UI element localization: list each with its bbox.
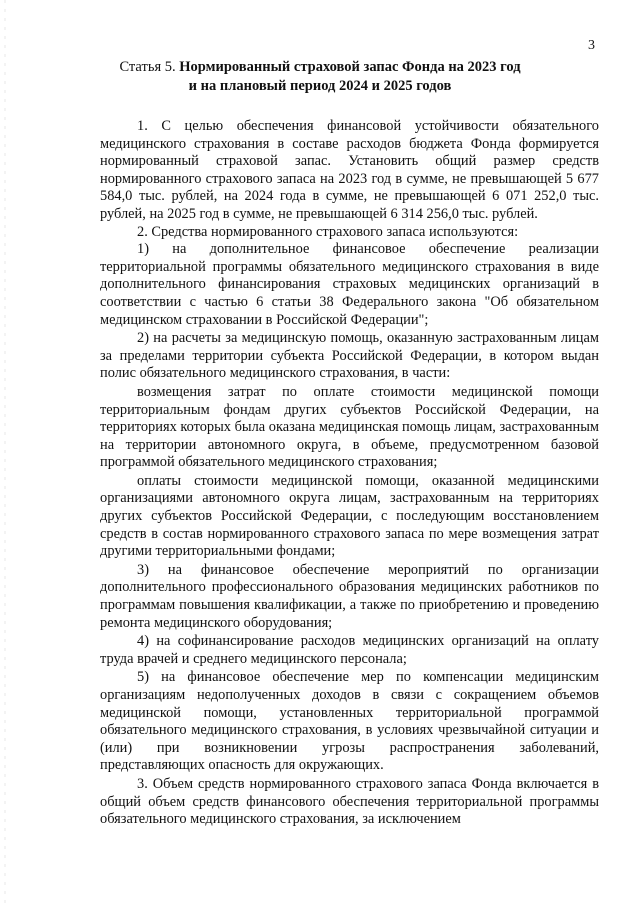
paragraph-3: 1) на дополнительное финансовое обеспечение реализации территориальной программы обязательного медицинского страхования в виде дополнительного финансирования страховых медицинских организаций в соответствии с частью 6 статьи 38 Федерального закона "Об обязательном медицинском страховании в Российской Федерации"; (100, 241, 599, 328)
scan-edge (4, 0, 6, 905)
article-title-line-1: Нормированный страховой запас Фонда на 2023 год (179, 59, 521, 75)
article-title-line-2: и на плановый период 2024 и 2025 годов (188, 78, 452, 94)
page-number: 3 (588, 38, 595, 53)
paragraph-4: 2) на расчеты за медицинскую помощь, оказанную застрахованным лицам за пределами территории субъекта Российской Федерации, в котором выдан полис обязательного медицинского страхования, в части: (100, 330, 599, 382)
article-body (100, 118, 599, 829)
paragraph-6: оплаты стоимости медицинской помощи, оказанной медицинскими организациями автономного округа лицам, застрахованным на территориях других субъектов Российской Федерации, с последующим восстановлением средств в состав нормированного страхового запаса по мере возмещения затрат другими территориальными фондами; (100, 472, 599, 560)
paragraph-7: 3) на финансовое обеспечение мероприятий по организации дополнительного профессионального образования медицинских работников по программам повышения квалификации, а также по приобретению и проведению ремонта медицинского оборудования; (100, 561, 599, 631)
article-label: Статья 5. (119, 59, 180, 75)
paragraph-8: 4) на софинансирование расходов медицинских организаций на оплату труда врачей и среднего медицинского персонала; (100, 633, 599, 667)
paragraph-10: 3. Объем средств нормированного страхового запаса Фонда включается в общий объем средств финансового обеспечения территориальной программы обязательного медицинского страхования, за исключением (100, 775, 599, 828)
article-heading (0, 58, 640, 96)
paragraph-1: 1. С целью обеспечения финансовой устойчивости обязательного медицинского страхования в составе расходов бюджета Фонда формируется нормированный страховой запас. Установить общий размер средств нормированного страхового запаса на 2023 год в сумме, не превышающей 5 677 584,0 тыс. рублей, на 2024 года в сумме, не превышающей 6 071 252,0 тыс. рублей, на 2025 год в сумме, не превышающей 6 314 256,0 тыс. рублей. (100, 118, 599, 222)
heading-line-1 (0, 58, 640, 77)
paragraph-9: 5) на финансовое обеспечение мер по компенсации медицинским организациям недополученных доходов в связи с сокращением объемов медицинской помощи, установленных территориальной программой обязательного медицинского страхования, в условиях чрезвычайной ситуации и (или) при возникновении угрозы распространения заболеваний, представляющих опасность для окружающих. (100, 669, 599, 774)
paragraph-2: 2. Средства нормированного страхового запаса используются: (137, 223, 519, 240)
paragraph-5: возмещения затрат по оплате стоимости медицинской помощи территориальным фондам других субъектов Российской Федерации, на территориях которых была оказана медицинская помощь лицам, застрахованным на территории автономного округа, в объеме, предусмотренном базовой программой обязательного медицинского страхования; (100, 383, 600, 471)
